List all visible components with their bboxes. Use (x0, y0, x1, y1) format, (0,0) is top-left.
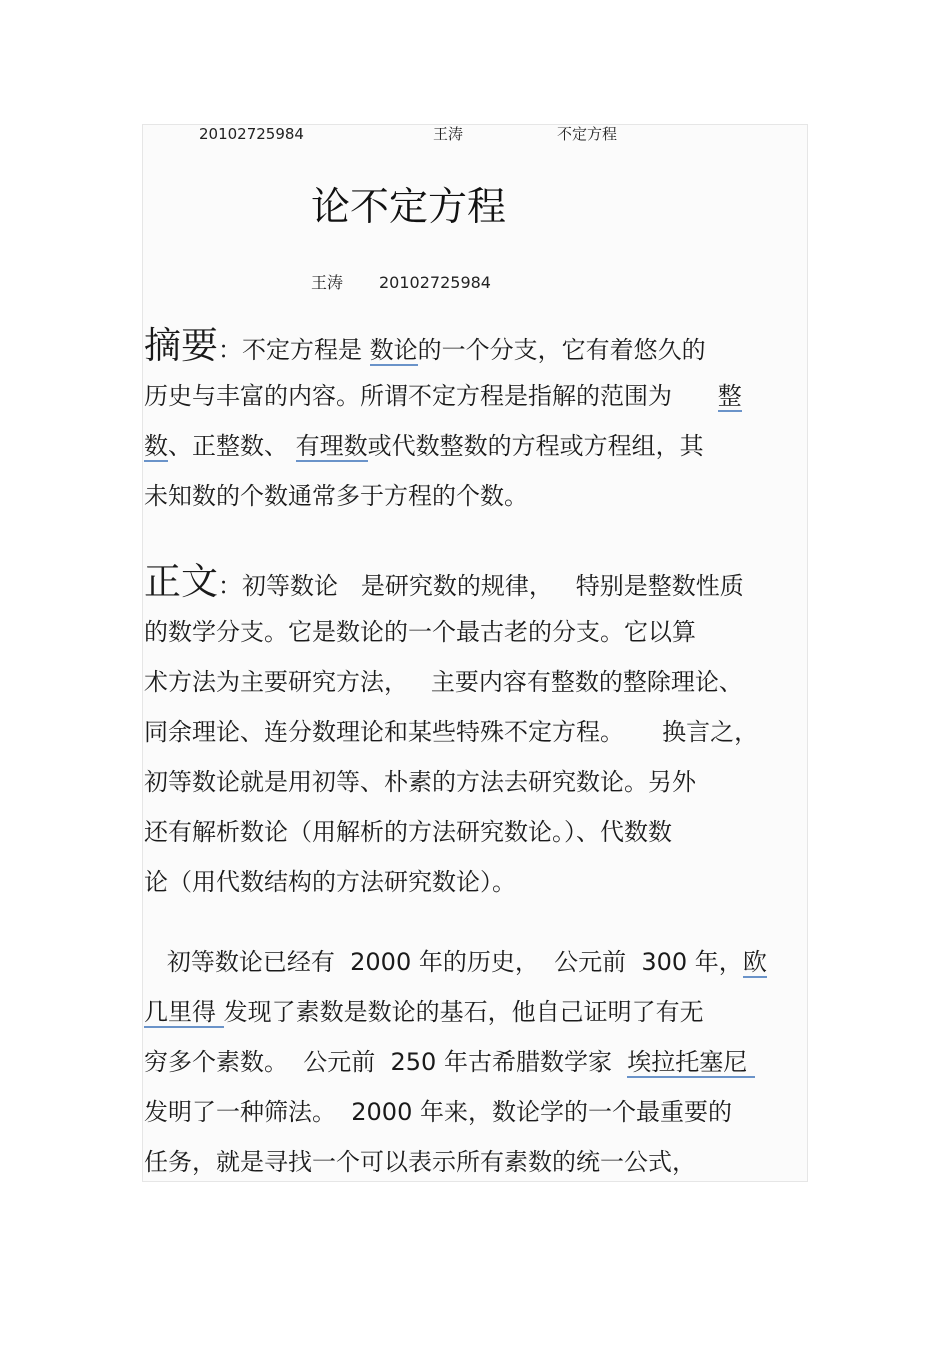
text-line (144, 371, 806, 421)
text-line: 初等数论就是用初等、朴素的方法去研究数论。另外 (144, 768, 696, 796)
text-line: 术方法为主要研究方法， 主要内容有整数的整除理论、 (144, 668, 743, 696)
abstract-paragraph (144, 321, 806, 521)
text-run: 或代数整数的方程或方程组，其 (367, 432, 704, 460)
text-run: 初等数论 是研究数的规律， 特别是整数性质 (242, 572, 744, 600)
link-eratosthenes[interactable]: 埃拉托塞尼 (627, 1048, 755, 1076)
text-line (144, 421, 806, 471)
byline-author: 王涛 (311, 273, 344, 292)
text-line: 还有解析数论（用解析的方法研究数论。）、代数数 (144, 818, 672, 846)
header-author: 王涛 (433, 125, 464, 143)
text-line: 未知数的个数通常多于方程的个数。 (144, 482, 528, 510)
text-line (144, 557, 806, 607)
text-run: 穷多个素数。 公元前 250 年古希腊数学家 (144, 1048, 628, 1076)
text-line: 的数学分支。它是数论的一个最古老的分支。它以算 (144, 618, 696, 646)
abstract-heading: 摘要 (144, 324, 218, 367)
text-line: 同余理论、连分数理论和某些特殊不定方程。 换言之， (144, 718, 759, 746)
link-euclid[interactable]: 几里得 (144, 998, 224, 1026)
heading-colon: ： (218, 336, 242, 364)
history-paragraph (144, 937, 806, 1182)
text-run: 、正整数、 (168, 432, 296, 460)
body-paragraph (144, 557, 806, 907)
heading-colon: ： (218, 572, 242, 600)
link-euclid[interactable]: 欧 (742, 948, 767, 976)
text-line (144, 987, 806, 1037)
body-heading: 正文 (144, 560, 218, 603)
header-topic: 不定方程 (557, 125, 618, 143)
text-run: 初等数论已经有 2000 年的历史， 公元前 300 年， (144, 948, 743, 976)
text-line (144, 1037, 806, 1087)
link-integer[interactable]: 数 (144, 432, 168, 460)
text-run: 发现了素数是数论的基石，他自己证明了有无 (223, 998, 704, 1026)
byline-student-id: 20102725984 (379, 273, 491, 292)
text-line: 任务，就是寻找一个可以表示所有素数的统一公式， (144, 1148, 696, 1176)
text-line (144, 937, 806, 987)
link-rational-number[interactable]: 有理数 (295, 432, 368, 460)
document-page (142, 124, 808, 1182)
text-line: 发明了一种筛法。 2000 年来，数论学的一个最重要的 (144, 1098, 732, 1126)
header-student-id: 20102725984 (199, 125, 304, 143)
document-title: 论不定方程 (311, 185, 507, 230)
text-run: 历史与丰富的内容。所谓不定方程是指解的范围为 (144, 382, 718, 410)
text-run: 的一个分支，它有着悠久的 (417, 336, 706, 364)
link-integer[interactable]: 整 (717, 382, 742, 410)
text-line: 论（用代数结构的方法研究数论）。 (144, 868, 516, 896)
text-line (144, 321, 806, 371)
text-run: 不定方程是 (242, 336, 370, 364)
link-number-theory[interactable]: 数论 (369, 336, 418, 364)
